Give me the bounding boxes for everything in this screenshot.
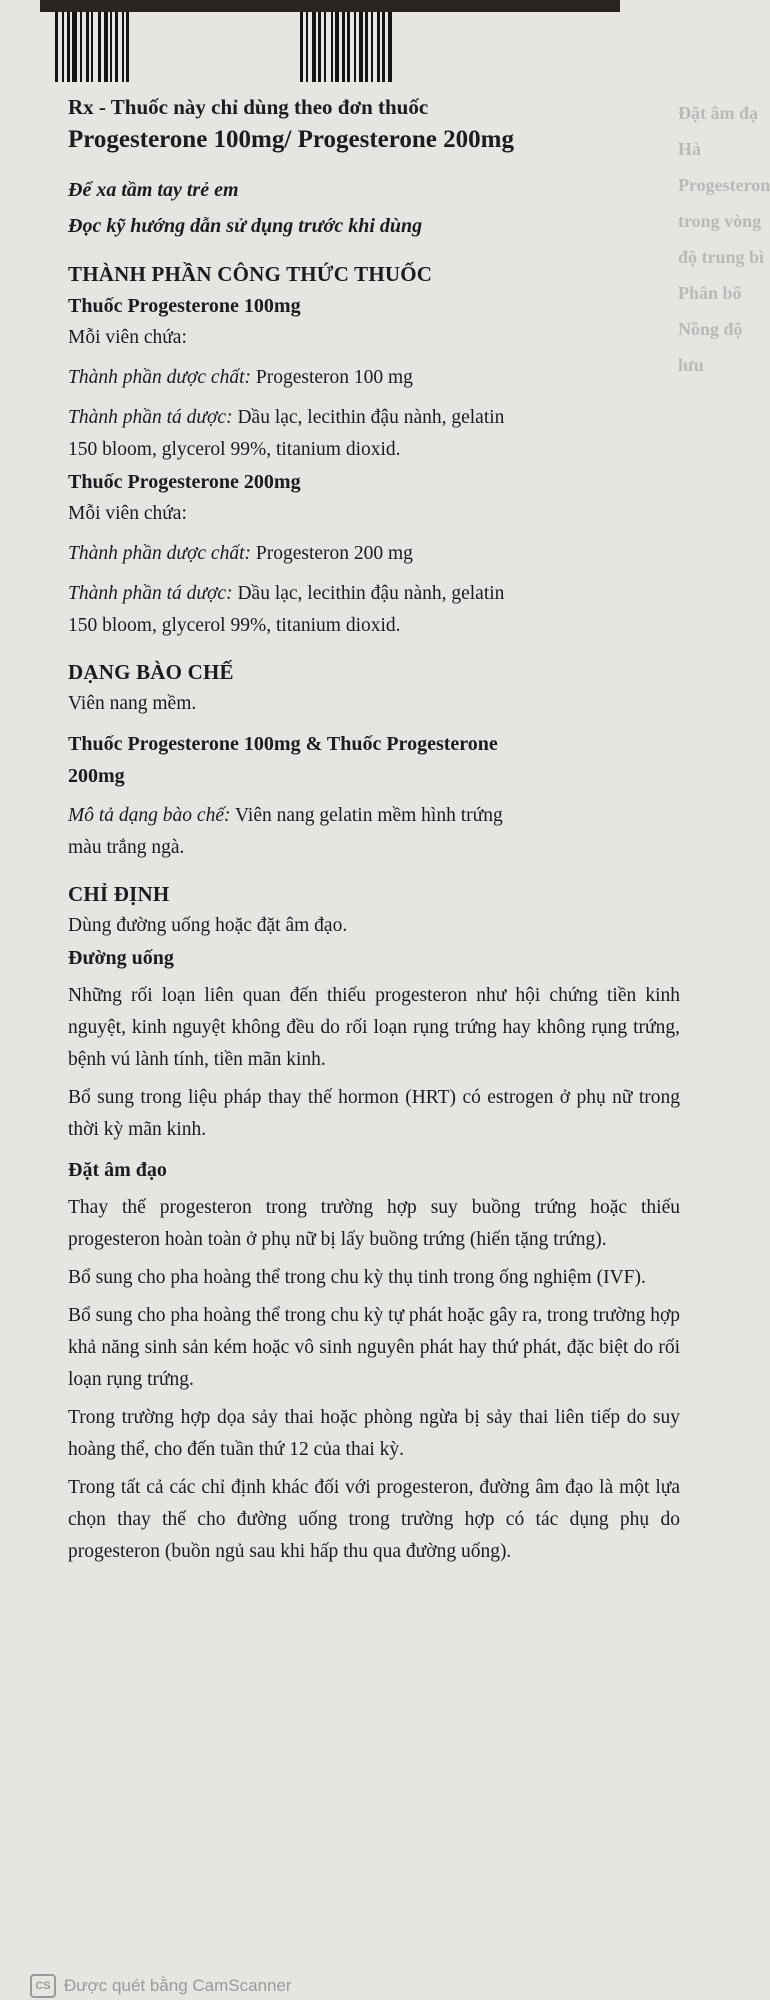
dosage-form-value: Viên nang mềm. [68,693,197,714]
ghost-line: trong vòng [678,211,762,231]
oral-paragraph: Những rối loạn liên quan đến thiếu progesteron như hội chứng tiền kinh nguyệt, kinh nguyệt không đều do rối loạn rụng trứng hay không rụng trứng, bệnh vú lành tính, tiền mãn kinh. [68,985,680,1070]
barcode-bar [126,12,129,82]
excipients-100 [68,402,680,434]
active-ingredient-200 [68,538,680,570]
barcode-bar [388,12,392,82]
camscanner-icon: CS [30,1974,56,1998]
rx-line: Rx - Thuốc này chỉ dùng theo đơn thuốc [68,95,429,119]
watermark-text: Được quét bằng CamScanner [64,1976,292,1995]
indications-heading: CHỈ ĐỊNH [68,882,170,906]
excipient-value: Dầu lạc, lecithin đậu nành, gelatin [232,407,505,428]
top-dark-strip [40,0,620,12]
dosage-form-description [68,800,680,832]
ghost-line: Hà [678,139,702,159]
product-100-heading: Thuốc Progesterone 100mg [68,295,301,317]
active-value: Progesteron 200 mg [250,543,413,564]
vaginal-paragraph: Trong trường hợp dọa sảy thai hoặc phòng ngừa bị sảy thai liên tiếp do suy hoàng thể, cho đến tuần thứ 12 của thai kỳ. [68,1407,680,1460]
description-value: Viên nang gelatin mềm hình trứng [230,805,503,826]
ghost-line: Phân bố [678,283,742,303]
per-capsule-label: Mỗi viên chứa: [68,327,187,348]
leaflet-content [68,92,680,1568]
excipient-label: Thành phần tá dược: [68,583,233,604]
vaginal-paragraph: Bổ sung cho pha hoàng thể trong chu kỳ thụ tinh trong ống nghiệm (IVF). [68,1267,646,1288]
barcode-left [55,12,129,82]
product-200-heading: Thuốc Progesterone 200mg [68,471,301,493]
vaginal-paragraph: Bổ sung cho pha hoàng thể trong chu kỳ tự phát hoặc gây ra, trong trường hợp khả năng sinh sản kém hoặc vô sinh nguyên phát hay thứ phát, đặc biệt do rối loạn rụng trứng. [68,1305,681,1390]
warning-read-instructions: Đọc kỹ hướng dẫn sử dụng trước khi dùng [68,215,423,237]
vaginal-paragraph: Trong tất cả các chỉ định khác đối với progesteron, đường âm đạo là một lựa chọn thay thế cho đường uống trong trường hợp có tác dụng phụ do progesteron (buồn ngủ sau khi hấp thu qua đường uống). [68,1477,680,1562]
per-capsule-label: Mỗi viên chứa: [68,503,187,524]
dosage-form-heading: DẠNG BÀO CHẾ [68,660,234,684]
vaginal-route-heading: Đặt âm đạo [68,1159,167,1181]
active-value: Progesteron 100 mg [250,367,413,388]
ghost-line: Progesteron [678,175,770,195]
dosage-form-products-cont: 200mg [68,765,125,787]
active-label: Thành phần dược chất: [68,367,251,388]
oral-paragraph: Bổ sung trong liệu pháp thay thế hormon (HRT) có estrogen ở phụ nữ trong thời kỳ mãn kinh. [68,1087,680,1140]
warning-children: Để xa tầm tay trẻ em [68,179,239,201]
excipients-100-cont: 150 bloom, glycerol 99%, titanium dioxid. [68,439,401,460]
ghost-line: độ trung bì [678,247,765,267]
active-ingredient-100 [68,362,680,394]
scanner-watermark [0,1972,753,2000]
indications-intro: Dùng đường uống hoặc đặt âm đạo. [68,915,348,936]
ghost-line: Đặt âm đạ [678,103,758,123]
excipient-value: Dầu lạc, lecithin đậu nành, gelatin [232,583,505,604]
show-through-text [678,95,770,1875]
excipients-200 [68,578,680,610]
barcode-right [300,12,392,82]
dosage-form-products: Thuốc Progesterone 100mg & Thuốc Progesterone [68,733,498,755]
excipient-label: Thành phần tá dược: [68,407,233,428]
vaginal-paragraph: Thay thế progesteron trong trường hợp suy buồng trứng hoặc thiếu progesteron hoàn toàn ở phụ nữ bị lấy buồng trứng (hiến tặng trứng). [68,1197,680,1250]
composition-heading: THÀNH PHẦN CÔNG THỨC THUỐC [68,262,433,286]
oral-route-heading: Đường uống [68,947,174,969]
excipients-200-cont: 150 bloom, glycerol 99%, titanium dioxid. [68,615,401,636]
product-title: Progesterone 100mg/ Progesterone 200mg [68,126,514,153]
description-label: Mô tả dạng bào chế: [68,805,231,826]
active-label: Thành phần dược chất: [68,543,251,564]
ghost-line: Nồng độ [678,319,743,339]
dosage-form-description-cont: màu trắng ngà. [68,837,185,858]
ghost-line: lưu [678,355,704,375]
